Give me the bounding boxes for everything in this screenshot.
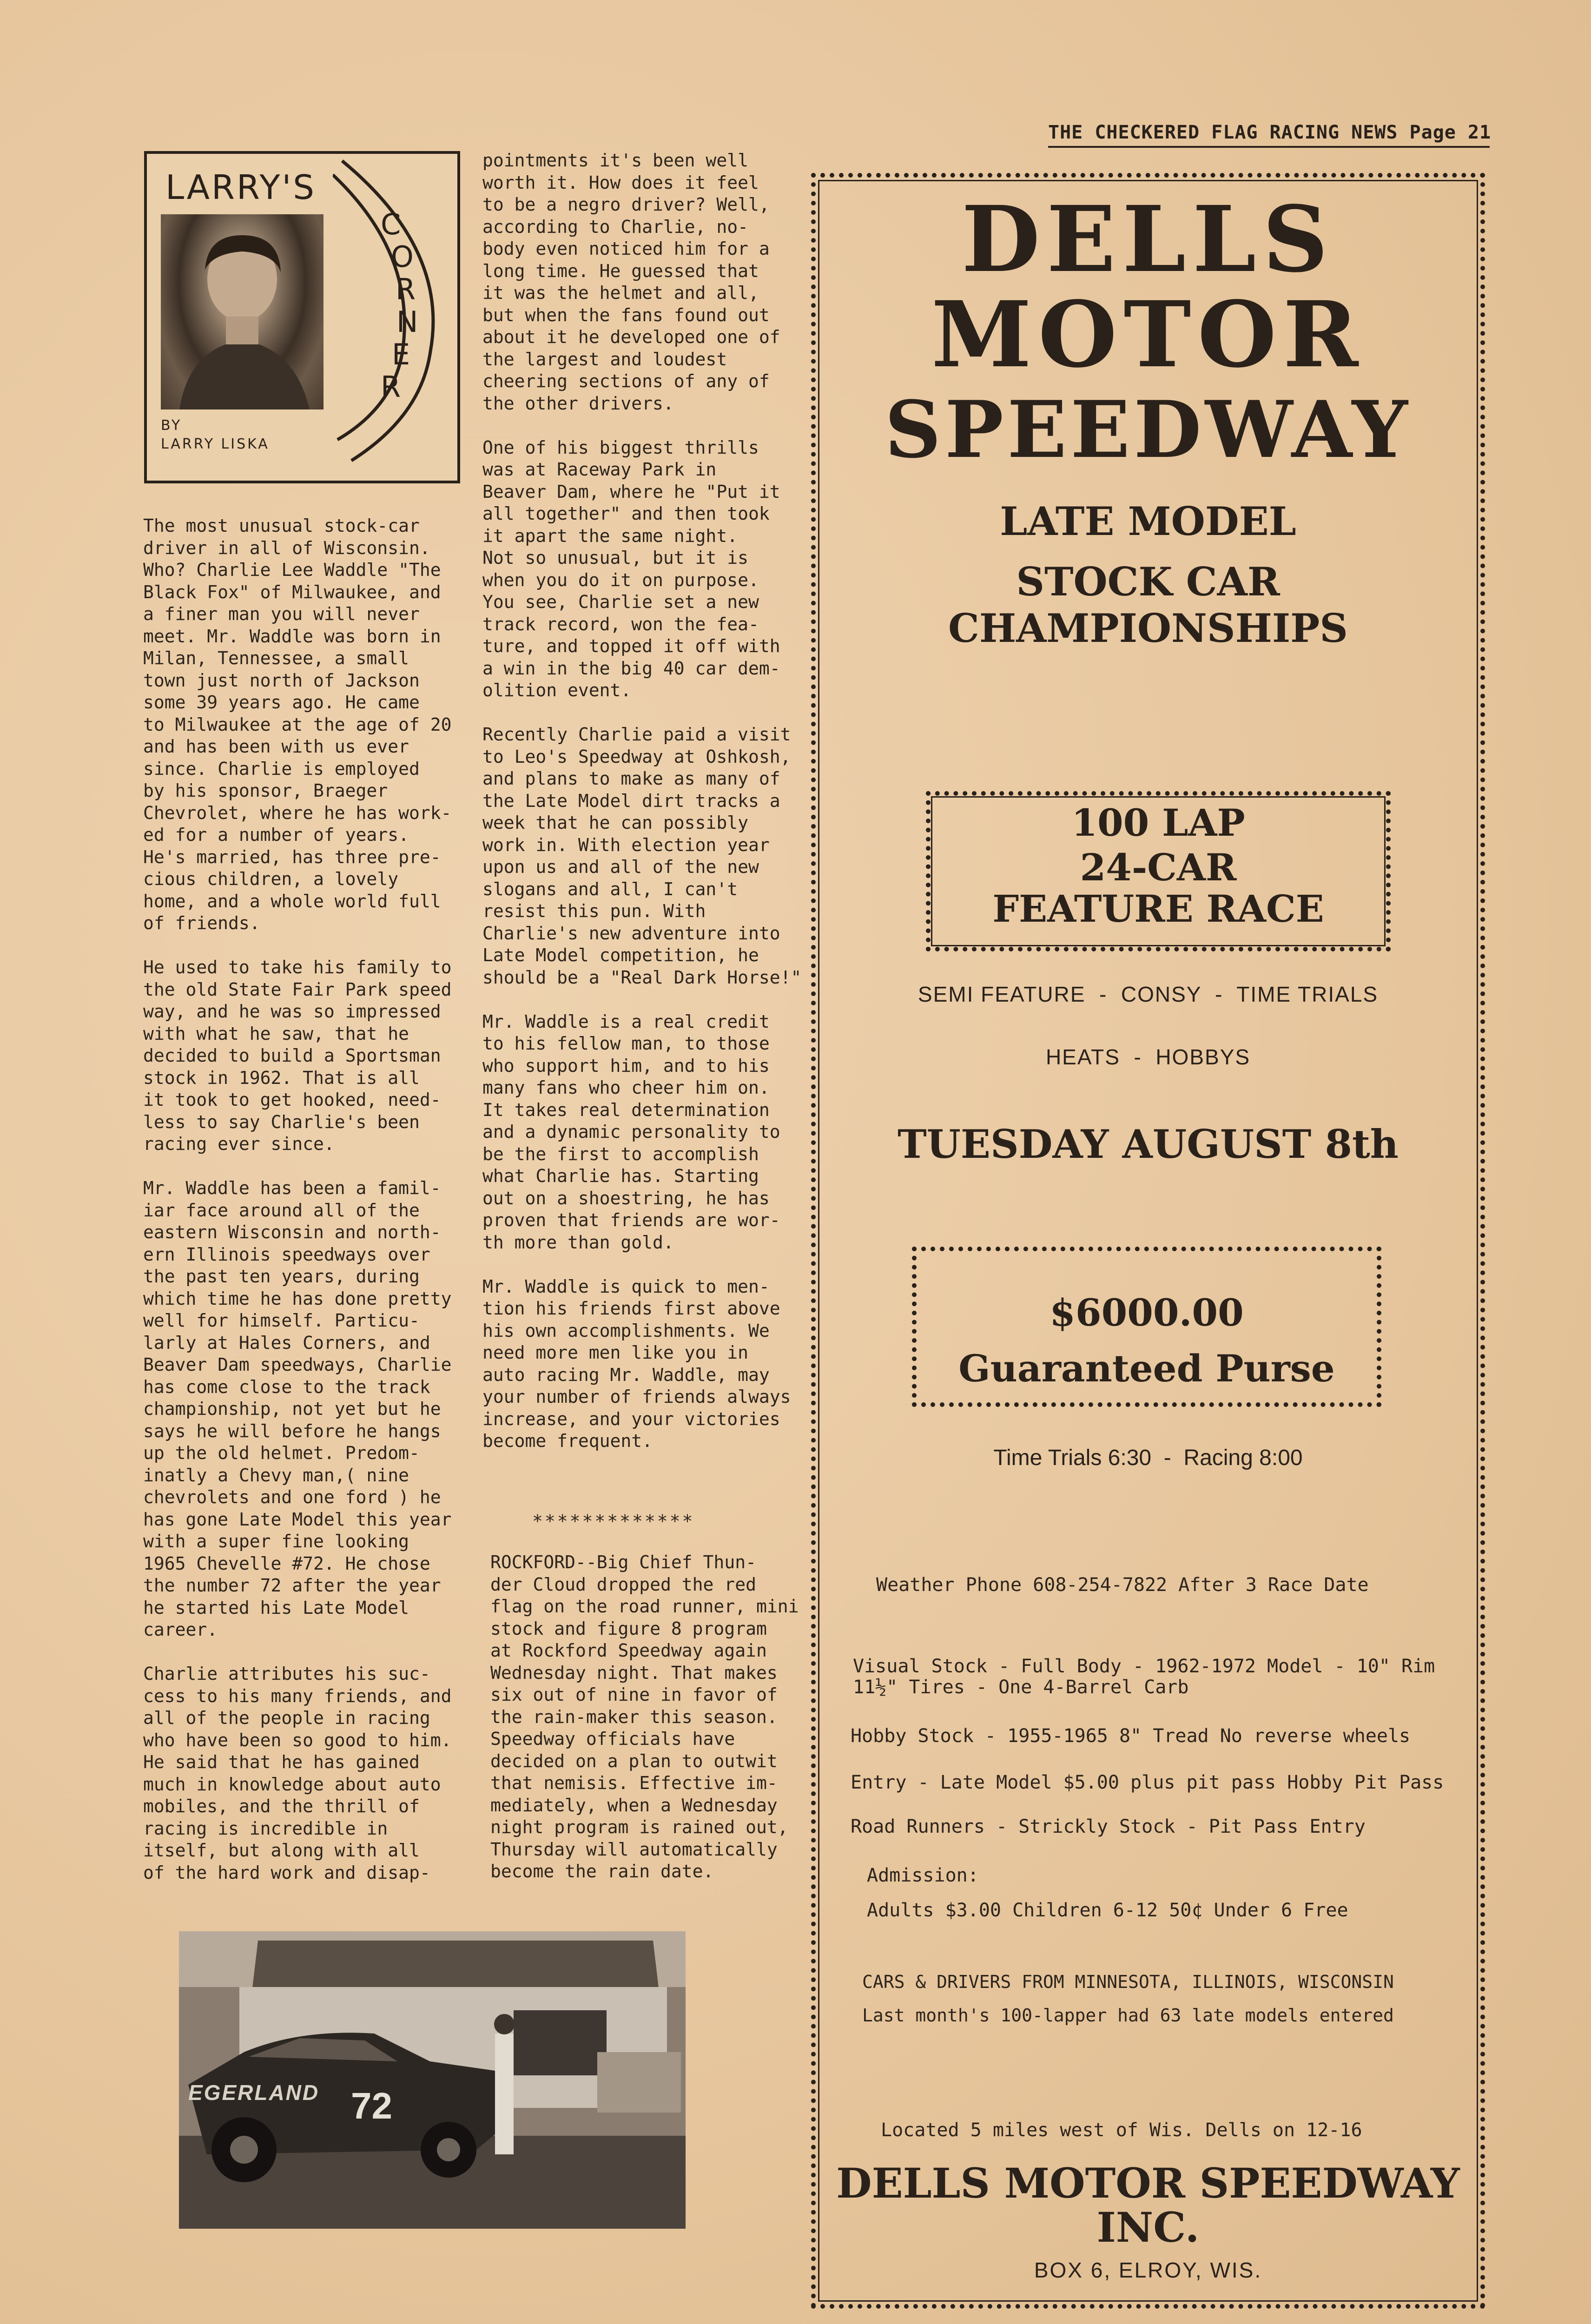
events-line-1: SEMI FEATURE - CONSY - TIME TRIALS xyxy=(918,982,1379,1006)
visual-stock-rule-1: Visual Stock - Full Body - 1962-1972 Model - 10" Rim xyxy=(853,1656,1435,1677)
page-header: THE CHECKERED FLAG RACING NEWS Page 21 xyxy=(1048,122,1490,148)
ad-title-line: SPEEDWAY xyxy=(885,383,1412,475)
purse-label: Guaranteed Purse xyxy=(958,1347,1335,1390)
byline xyxy=(161,416,270,454)
author-photo xyxy=(161,214,323,409)
cars-drivers-line: CARS & DRIVERS FROM MINNESOTA, ILLINOIS, WISCONSIN xyxy=(862,1972,1394,1992)
road-runners-rule: Road Runners - Strickly Stock - Pit Pass Entry xyxy=(851,1816,1366,1837)
last-month-line: Last month's 100-lapper had 63 late models entered xyxy=(862,2005,1394,2026)
author-portrait-icon xyxy=(161,214,323,409)
article-column-1: The most unusual stock-car driver in all of Wisconsin. Who? Charlie Lee Waddle "The Black Fox" of Milwaukee, and a finer man you will never meet. Mr. Waddle was born in Milan, Tennessee, a small town just north of Jackson some 39 years ago. He came to Milwaukee at the age of 20 and has been with us ever since. Charlie is employed by his sponsor, Braeger Chevrolet, where he has work- ed for a number of years. He's married, has three pre- cious children, a lovely home, and a whole world full of friends. He used to take his family to the old State Fair Park speed way, and he was so impressed with what he saw, that he decided to build a Sportsman stock in 1962. That is all it took to get hooked, need- less to say Charlie's been racing ever since. Mr. Waddle has been a famil- iar face around all of the eastern Wisconsin and north- ern Illinois speedways over the past ten years, during which time he has done pretty well for himself. Particu- larly at Hales Corners, and Beaver Dam speedways, Charlie has come close to the track championship, not yet but he says he will before he hangs up the old helmet. Predom- inatly a Chevy man,( nine chevrolets and one ford ) he has gone Late Model this year with a super fine looking 1965 Chevelle #72. He chose the number 72 after the year he started his Late Model career. Charlie attributes his suc- cess to his many friends, and all of the people in racing who have been so good to him. He said that he has gained much in knowledge about auto mobiles, and the thrill of racing is incredible in itself, but along with all of the hard work and disap- xyxy=(143,515,452,1883)
race-car-photo xyxy=(179,1931,686,2229)
company-suffix: INC. xyxy=(1096,2203,1200,2251)
feature-race-box xyxy=(926,791,1391,951)
section-divider: ************* xyxy=(532,1511,695,1532)
feature-line: 24-CAR xyxy=(1080,845,1237,889)
hobby-stock-rule: Hobby Stock - 1955-1965 8" Tread No reverse wheels xyxy=(851,1725,1411,1747)
car-number: 72 xyxy=(351,2085,392,2126)
ad-subtitle-1: LATE MODEL xyxy=(1000,498,1296,544)
article-column-2: pointments it's been well worth it. How does it feel to be a negro driver? Well, according to Charlie, no- body even noticed him for a long time. He guessed that it was the helmet and all, but when the fans found out about it he developed one of the largest and loudest cheering sections of any of the other drivers. One of his biggest thrills was at Raceway Park in Beaver Dam, where he "Put it all together" and then took it apart the same night. Not so unusual, but it is when you do it on purpose. You see, Charlie set a new track record, won the fea- ture, and topped it off with a win in the big 40 car dem- olition event. Recently Charlie paid a visit to Leo's Speedway at Oshkosh, and plans to make as many of the Late Model dirt tracks a week that he can possibly work in. With election year upon us and all of the new slogans and all, I can't resist this pun. With Charlie's new adventure into Late Model competition, he should be a "Real Dark Horse!" Mr. Waddle is a real credit to his fellow man, to those who support him, and to his many fans who cheer him on. It takes real determination and a dynamic personality to be the first to accomplish what Charlie has. Starting out on a shoestring, he has proven that friends are wor- th more than gold. Mr. Waddle is quick to men- tion his friends first above his own accomplishments. We need more men like you in auto racing Mr. Waddle, may your number of friends always increase, and your victories become frequent. xyxy=(482,150,802,1451)
events-line-2: HEATS - HOBBYS xyxy=(1045,1045,1251,1069)
corner-letter: O xyxy=(391,240,414,274)
logo-title: LARRY'S xyxy=(165,168,316,207)
feature-line: 100 LAP xyxy=(1071,801,1245,845)
corner-letter: E xyxy=(392,337,410,371)
race-times: Time Trials 6:30 - Racing 8:00 xyxy=(993,1446,1303,1470)
rockford-article: ROCKFORD--Big Chief Thun- der Cloud dropped the red flag on the road runner, mini stock and figure 8 program at Rockford Speedway again Wednesday night. That makes six out of nine in favor of the rain-maker this season. Speedway officials have decided on a plan to outwit that nemisis. Effective im- mediately, when a Wednesday night program is rained out, Thursday will automatically become the rain date. xyxy=(490,1552,799,1882)
column-logo xyxy=(144,151,460,483)
visual-stock-rule-2: 11½" Tires - One 4-Barrel Carb xyxy=(853,1677,1189,1698)
location-line: Located 5 miles west of Wis. Dells on 12-16 xyxy=(881,2119,1362,2141)
company-name: DELLS MOTOR SPEEDWAY xyxy=(836,2159,1460,2207)
ad-title-line: MOTOR xyxy=(931,281,1365,388)
corner-arc-icon xyxy=(333,156,458,482)
weather-phone: Weather Phone 608-254-7822 After 3 Race Date xyxy=(876,1574,1369,1596)
corner-letter: C xyxy=(381,207,401,241)
race-date: TUESDAY AUGUST 8th xyxy=(898,1121,1399,1167)
dells-speedway-ad xyxy=(811,173,1485,2309)
purse-box xyxy=(912,1247,1381,1407)
corner-letter: R xyxy=(381,370,401,404)
entry-fees: Entry - Late Model $5.00 plus pit pass Hobby Pit Pass xyxy=(851,1772,1444,1793)
feature-line: FEATURE RACE xyxy=(992,887,1324,931)
corner-letter: N xyxy=(396,305,418,339)
purse-amount: $6000.00 xyxy=(1050,1291,1244,1334)
ad-subtitle-2: STOCK CAR CHAMPIONSHIPS xyxy=(948,559,1348,651)
corner-letter: R xyxy=(396,272,416,306)
ad-title-line: DELLS xyxy=(961,186,1335,292)
admission-label: Admission: xyxy=(867,1865,979,1886)
car-sponsor-text: EGERLAND xyxy=(188,2080,320,2105)
byline-by: BY xyxy=(161,417,182,434)
admission-prices: Adults $3.00 Children 6-12 50¢ Under 6 Free xyxy=(867,1900,1348,1921)
company-address: BOX 6, ELROY, WIS. xyxy=(1034,2258,1262,2282)
byline-name: LARRY LISKA xyxy=(161,436,270,452)
